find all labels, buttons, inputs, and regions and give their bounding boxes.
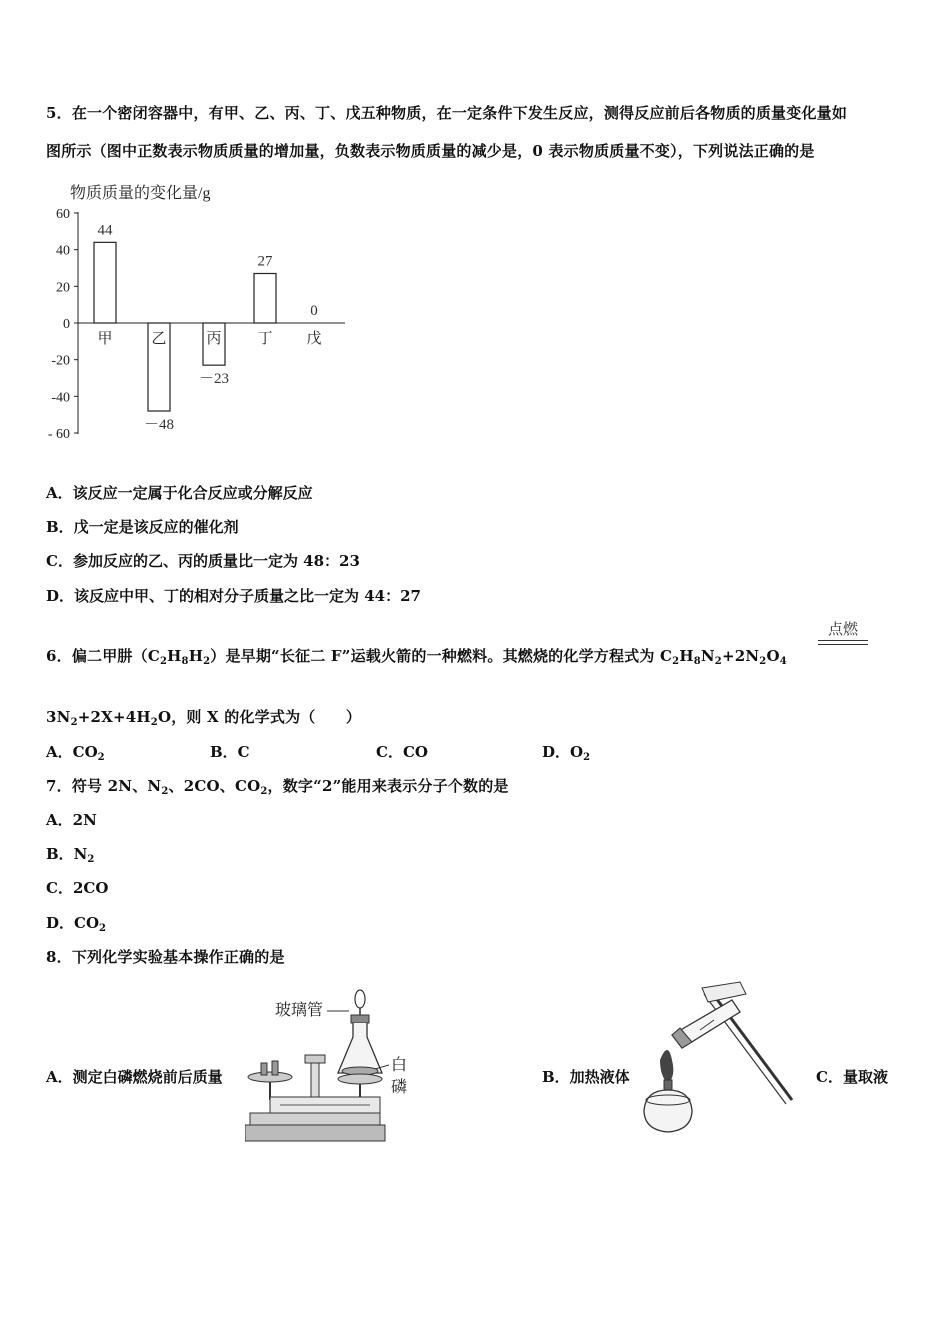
reaction-condition [818,618,868,645]
q5-stem-line1: 5．在一个密闭容器中，有甲、乙、丙、丁、戊五种物质，在一定条件下发生反应，测得反应前后各物质的质量变化量如 [46,104,848,122]
bar-value-label: －48 [143,417,175,433]
white-label: 白 [391,1057,408,1074]
chart-title: 物质质量的变化量/g [70,185,211,202]
balance-illustration [245,985,415,1145]
bar-3 [254,274,276,324]
equals-line-bottom [818,644,868,645]
q7-option-c[interactable]: C．2CO [46,879,109,897]
category-label: 戊 [306,331,322,347]
category-label: 乙 [151,331,167,347]
q7-option-d[interactable]: D．$CO_2$ [46,914,106,934]
q5-option-c[interactable]: C．参加反应的乙、丙的质量比一定为 48：23 [46,552,360,570]
y-tick-label: - 60 [47,427,70,438]
q5-option-a[interactable]: A．该反应一定属于化合反应或分解反应 [46,484,313,502]
q6-stem-line2: $3N_2+2X+4H_2O$，则 X 的化学式为（ ） [46,708,362,728]
bar-value-label: －23 [198,371,230,388]
q7-stem: 7．符号 2N、$N_2$、2CO、$CO_2$，数字“2”能用来表示分子个数的是 [46,777,509,797]
q6-option-c[interactable]: C．CO [376,743,428,761]
equals-line-top [818,640,868,641]
q5-option-b[interactable]: B．戊一定是该反应的催化剂 [46,518,239,536]
bar-0 [94,242,116,323]
q5-stem-line2: 图所示（图中正数表示物质质量的增加量，负数表示物质质量的减少是，0 表示物质质量不变），下列说法正确的是 [46,142,815,160]
condition-label: 点燃 [827,620,858,638]
q8-option-a[interactable]: A．测定白磷燃烧前后质量 [46,1068,223,1086]
y-tick-label: 0 [63,317,70,332]
q6-option-b[interactable]: B．C [210,743,250,761]
q6-option-a[interactable]: A．$CO_2$ [46,743,105,763]
q8-stem: 8．下列化学实验基本操作正确的是 [46,948,285,966]
y-tick-label: -20 [51,353,70,369]
bar-value-label: 27 [257,253,273,270]
y-tick-label: 20 [56,280,70,296]
bar-value-label: 44 [97,222,113,239]
category-label: 甲 [97,331,113,347]
q8-option-c[interactable]: C．量取液 [816,1068,888,1086]
q6-option-d[interactable]: D．$O_2$ [542,743,591,763]
bar-value-label: 0 [310,303,318,319]
q8-option-b[interactable]: B．加热液体 [542,1068,630,1086]
q7-option-b[interactable]: B．$N_2$ [46,845,95,865]
q6-stem-line1: 6．偏二甲肼$(C_2H_8H_2)$是早期“长征二 F”运载火箭的一种燃料。其燃烧的化学方程式为 $C_2H_8N_2+2N_2O_4$ [46,647,787,667]
category-label: 丁 [257,331,273,347]
q5-option-d[interactable]: D．该反应中甲、丁的相对分子质量之比一定为 44：27 [46,587,421,605]
phosphorus-label: 磷 [391,1079,408,1096]
q5-bar-chart [40,178,360,438]
category-label: 丙 [206,331,222,347]
heating-illustration [632,980,802,1140]
glass-tube-label: 玻璃管 [275,1002,324,1019]
y-tick-label: 60 [56,207,70,222]
q7-option-a[interactable]: A．2N [46,811,97,829]
y-tick-label: -40 [51,390,70,406]
y-tick-label: 40 [56,243,70,259]
